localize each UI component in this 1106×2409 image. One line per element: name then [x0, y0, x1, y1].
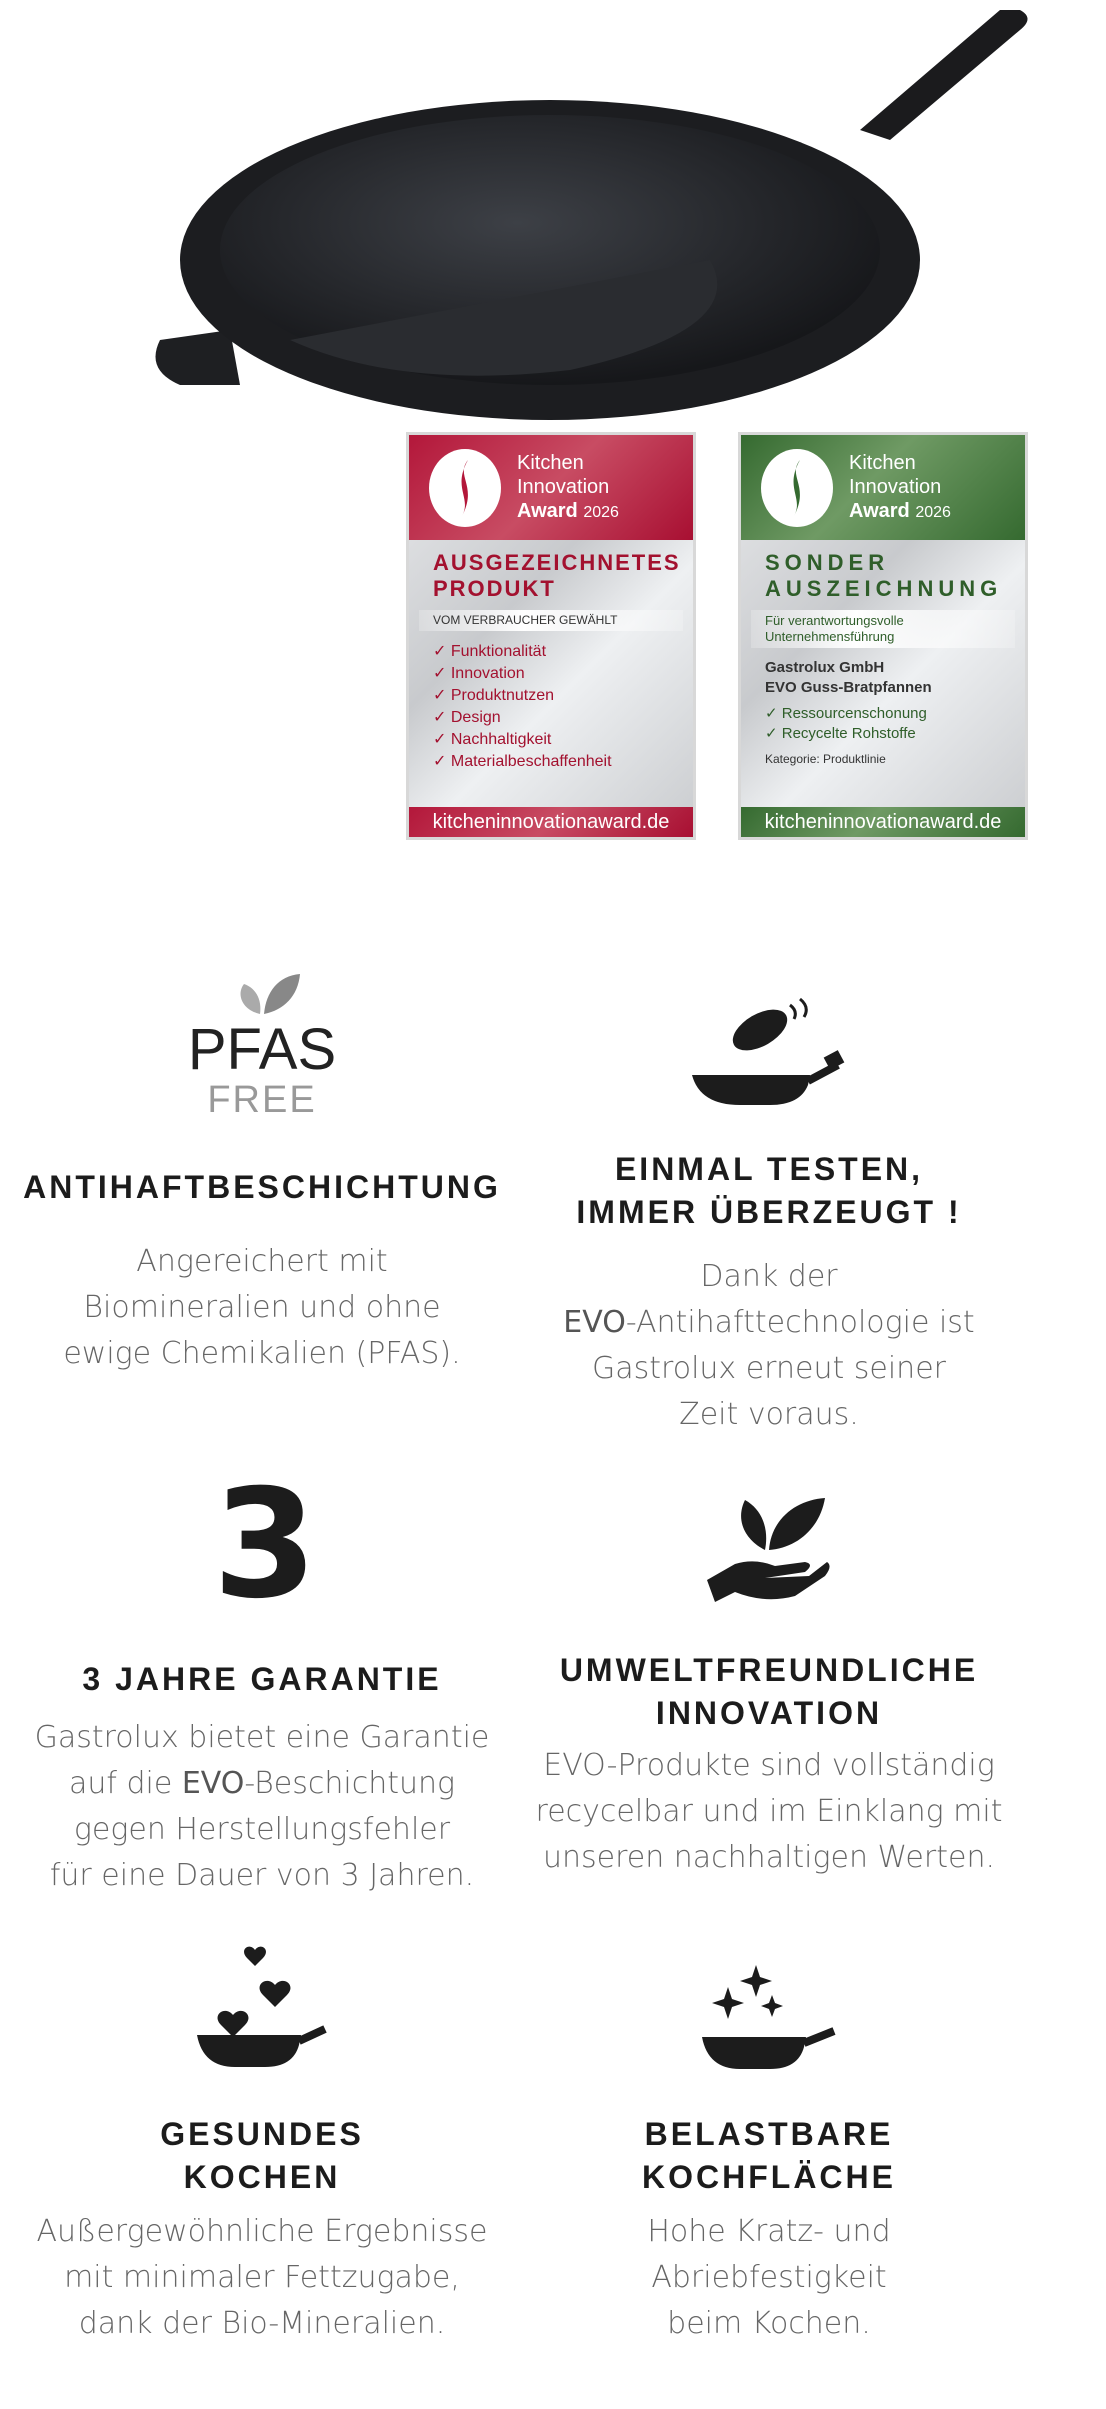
feature-title: KOCHFLÄCHE: [642, 2159, 896, 2195]
feature-garantie: [0, 1658, 524, 1899]
badge-year: 2026: [915, 504, 951, 521]
badge-brand: Award: [517, 500, 578, 522]
badge-subtitle: Unternehmensführung: [765, 629, 895, 644]
badge-check-item: ✓ Funktionalität: [433, 643, 547, 660]
badge-check-item: ✓ Ressourcenschonung: [765, 705, 927, 722]
flame-logo-icon: [761, 449, 833, 527]
feature-title: KOCHEN: [183, 2159, 341, 2195]
feature-title: 3 JAHRE GARANTIE: [82, 1661, 442, 1697]
badge-company: Gastrolux GmbH: [765, 659, 885, 676]
badge-product: EVO Guss-Bratpfannen: [765, 679, 932, 696]
feature-title: UMWELTFREUNDLICHE: [559, 1652, 979, 1688]
pfas-logo-text: FREE: [207, 1079, 317, 1121]
badge-subtitle: VOM VERBRAUCHER GEWÄHLT: [419, 610, 683, 631]
number-3-icon: 3: [212, 1458, 318, 1632]
feature-title: EINMAL TESTEN,: [614, 1151, 924, 1187]
leaves-icon: [222, 970, 302, 1016]
badge-brand: Innovation: [517, 476, 610, 498]
feature-title: BELASTBARE: [644, 2116, 894, 2152]
pfas-logo-text: PFAS: [187, 1017, 337, 1082]
badge-check-item: ✓ Produktnutzen: [433, 687, 555, 704]
feature-umweltfreundlich: [524, 1649, 1014, 1881]
badge-subtitle: Für verantwortungsvolle: [765, 613, 904, 628]
feature-text: Angereichert mit Biomineralien und ohne ewige Chemikalien (PFAS).: [63, 1244, 461, 1371]
feature-text: Hohe Kratz- und Abriebfestigkeit beim Kochen.: [647, 2214, 891, 2341]
feature-text: Gastrolux bietet eine Garantie auf die EVO-Beschichtung gegen Herstellungsfehler für eine Dauer von 3 Jahren.: [34, 1720, 490, 1893]
pan-flip-icon: [690, 995, 850, 1115]
feature-title: INNOVATION: [655, 1695, 883, 1731]
badge-check-item: ✓ Nachhaltigkeit: [433, 731, 552, 748]
feature-antihaftbeschichtung: [0, 1166, 524, 1377]
badge-title: SONDER: [765, 550, 890, 575]
badge-check-item: ✓ Recycelte Rohstoffe: [765, 725, 916, 742]
badge-title: AUSGEZEICHNETES: [433, 550, 681, 575]
badge-check-item: ✓ Design: [433, 709, 501, 726]
badge-year: 2026: [583, 504, 619, 521]
badge-title: PRODUKT: [433, 576, 556, 601]
feature-text: Außergewöhnliche Ergebnisse mit minimaler Fettzugabe, dank der Bio-Mineralien.: [36, 2214, 488, 2341]
feature-title: ANTIHAFTBESCHICHTUNG: [23, 1169, 501, 1205]
pfas-free-logo: [172, 970, 352, 1120]
feature-text: EVO-Produkte sind vollständig recycelbar und im Einklang mit unseren nachhaltigen Werten.: [535, 1748, 1003, 1875]
award-badge-sonderauszeichnung: [738, 432, 1028, 840]
feature-einmal-testen: [524, 1148, 1014, 1438]
pan-sparkle-icon: [700, 1965, 840, 2075]
feature-title: IMMER ÜBERZEUGT !: [576, 1194, 962, 1230]
badge-check-item: ✓ Innovation: [433, 665, 525, 682]
badge-brand: Award: [849, 500, 910, 522]
feature-title: GESUNDES: [160, 2116, 364, 2152]
feature-text: Dank der EVO-Antihafttechnologie ist Gastrolux erneut seiner Zeit voraus.: [563, 1259, 975, 1432]
badge-category: Kategorie: Produktlinie: [765, 752, 886, 766]
badge-title: AUSZEICHNUNG: [765, 576, 1003, 601]
badge-brand: Kitchen: [849, 452, 916, 474]
pan-hearts-icon: [195, 1935, 335, 2075]
feature-gesundes-kochen: [0, 2113, 524, 2347]
badge-check-item: ✓ Materialbeschaffenheit: [433, 753, 612, 770]
badge-url: kitcheninnovationaward.de: [741, 807, 1025, 837]
badge-url: kitcheninnovationaward.de: [409, 807, 693, 837]
feature-belastbare-kochflaeche: [524, 2113, 1014, 2347]
frying-pan-image: [150, 10, 1040, 425]
badge-brand: Innovation: [849, 476, 942, 498]
hand-leaf-icon: [705, 1480, 830, 1605]
badge-brand: Kitchen: [517, 452, 584, 474]
award-badge-ausgezeichnetes-produkt: [406, 432, 696, 840]
flame-logo-icon: [429, 449, 501, 527]
